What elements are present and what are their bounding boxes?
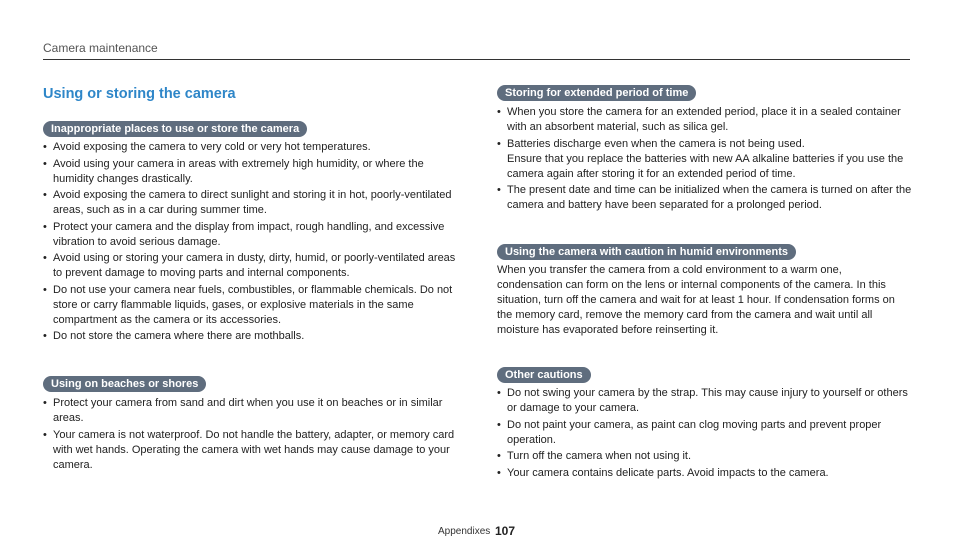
other-list bbox=[497, 386, 915, 482]
beaches-list bbox=[43, 396, 463, 474]
bullet-icon: • bbox=[43, 330, 47, 342]
page-title: Using or storing the camera bbox=[43, 86, 236, 102]
bullet-icon: • bbox=[497, 466, 501, 479]
footer-section-label: Appendixes bbox=[438, 526, 491, 537]
inappropriate-list bbox=[43, 140, 463, 346]
page-number: 107 bbox=[495, 524, 516, 538]
list-item: • Do not store the camera where there are mothballs. bbox=[43, 330, 305, 342]
bullet-icon: • bbox=[497, 184, 501, 196]
bullet-icon: • bbox=[43, 189, 47, 201]
bullet-icon: • bbox=[43, 252, 47, 264]
section-heading-inappropriate: Inappropriate places to use or store the camera bbox=[43, 121, 307, 137]
list-item: • Do not swing your camera by the strap. This may cause injury to yourself or others or damage to your camera. bbox=[497, 387, 908, 414]
bullet-icon: • bbox=[497, 137, 501, 150]
bullet-icon: • bbox=[497, 387, 501, 399]
list-item-continuation: Ensure that you replace the batteries with new AA alkaline batteries if you use the camera again after storing it for an extended period of time. bbox=[507, 152, 904, 180]
extended-list bbox=[497, 105, 915, 215]
list-item: • Your camera is not waterproof. Do not handle the battery, adapter, or memory card with wet hands. Operating the camera with wet hands may cause damage to your camera. bbox=[43, 428, 455, 471]
list-item: • Do not paint your camera, as paint can clog moving parts and prevent proper operation. bbox=[497, 418, 882, 446]
header-divider bbox=[43, 59, 910, 60]
bullet-icon: • bbox=[43, 397, 47, 409]
bullet-icon: • bbox=[497, 418, 501, 431]
section-heading-humid: Using the camera with caution in humid environments bbox=[497, 244, 796, 260]
list-item: • Do not use your camera near fuels, combustibles, or flammable chemicals. Do not store or carry flammable liquids, gases, or explosive materials in the same compartment as the camera or its accessories. bbox=[43, 283, 453, 326]
bullet-icon: • bbox=[43, 220, 47, 233]
list-item: • Protect your camera and the display from impact, rough handling, and excessive vibration to avoid serious damage. bbox=[43, 220, 445, 248]
list-item: • Avoid using your camera in areas with extremely high humidity, or where the humidity changes drastically. bbox=[43, 157, 424, 185]
list-item: • Avoid exposing the camera to very cold or very hot temperatures. bbox=[43, 141, 371, 153]
bullet-icon: • bbox=[43, 428, 47, 441]
bullet-icon: • bbox=[43, 283, 47, 296]
list-item: • Avoid using or storing your camera in dusty, dirty, humid, or poorly-ventilated areas to prevent damage to moving parts and internal components. bbox=[43, 252, 456, 279]
list-item: • Avoid exposing the camera to direct sunlight and storing it in hot, poorly-ventilated areas, such as in a car during summer time. bbox=[43, 189, 452, 216]
bullet-icon: • bbox=[43, 141, 47, 153]
header-section-label: Camera maintenance bbox=[43, 41, 158, 55]
list-item: • Protect your camera from sand and dirt when you use it on beaches or in similar areas. bbox=[43, 397, 443, 424]
bullet-icon: • bbox=[497, 450, 501, 462]
section-heading-beaches: Using on beaches or shores bbox=[43, 376, 206, 392]
section-heading-extended: Storing for extended period of time bbox=[497, 85, 696, 101]
bullet-icon: • bbox=[497, 106, 501, 118]
bullet-icon: • bbox=[43, 157, 47, 170]
list-item: • Your camera contains delicate parts. Avoid impacts to the camera. bbox=[497, 466, 829, 479]
section-heading-other: Other cautions bbox=[497, 367, 591, 383]
list-item: • When you store the camera for an extended period, place it in a sealed container with an absorbent material, such as silica gel. bbox=[497, 106, 901, 133]
list-item: • Turn off the camera when not using it. bbox=[497, 450, 692, 462]
list-item: • The present date and time can be initialized when the camera is turned on after the camera and battery have been separated for a prolonged period. bbox=[497, 184, 912, 211]
humid-paragraph: When you transfer the camera from a cold environment to a warm one, condensation can form on the lens or internal components of the camera. In this situation, turn off the camera and wait for at least 1 hour. If condensation forms on the memory card, remove the memory card from the camera and wait until all moisture has evaporated before reinserting it. bbox=[497, 264, 895, 336]
list-item: • Batteries discharge even when the camera is not being used. Ensure that you replace the batteries with new AA alkaline batteries if you use the camera again after storing it for an extended period of time. bbox=[497, 137, 904, 180]
